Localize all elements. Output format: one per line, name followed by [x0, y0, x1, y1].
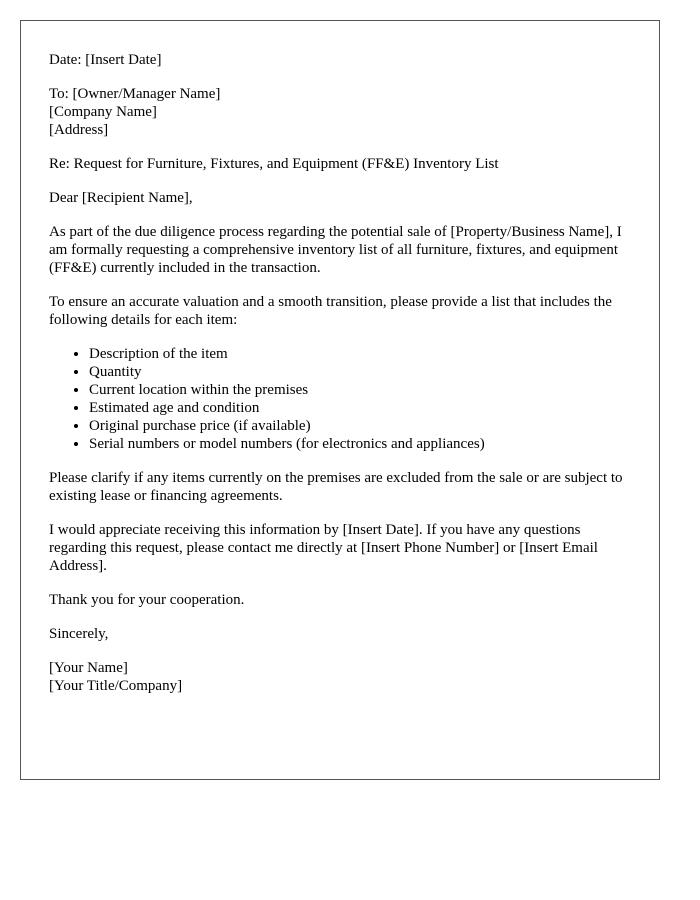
list-item: • Current location within the premises	[89, 381, 631, 399]
list-item: • Quantity	[89, 363, 631, 381]
signature-block	[49, 659, 631, 695]
intro-paragraph: As part of the due diligence process regarding the potential sale of [Property/Business Name], I am formally requesting a comprehensive inventory list of all furniture, fixtures, and equipment (FF&E) currently included in the transaction.	[49, 224, 622, 276]
list-item: • Serial numbers or model numbers (for electronics and appliances)	[89, 435, 631, 453]
details-list	[49, 345, 631, 453]
letter-page	[20, 20, 660, 780]
thanks-line: Thank you for your cooperation.	[49, 592, 245, 608]
recipient-address: [Address]	[49, 122, 109, 138]
subject-line: Re: Request for Furniture, Fixtures, and Equipment (FF&E) Inventory List	[49, 156, 499, 172]
request-paragraph: To ensure an accurate valuation and a smooth transition, please provide a list that includes the following details for each item:	[49, 294, 612, 328]
clarification-paragraph: Please clarify if any items currently on the premises are excluded from the sale or are subject to existing lease or financing agreements.	[49, 470, 623, 504]
list-item: • Original purchase price (if available)	[89, 417, 631, 435]
closing-line: Sincerely,	[49, 626, 109, 642]
salutation: Dear [Recipient Name],	[49, 190, 193, 206]
deadline-paragraph: I would appreciate receiving this information by [Insert Date]. If you have any questions regarding this request, please contact me directly at [Insert Phone Number] or [Insert Email Address].	[49, 522, 598, 574]
list-item: • Estimated age and condition	[89, 399, 631, 417]
date-line: Date: [Insert Date]	[49, 52, 162, 68]
recipient-company: [Company Name]	[49, 104, 157, 120]
signature-title: [Your Title/Company]	[49, 678, 183, 694]
signature-name: [Your Name]	[49, 660, 128, 676]
recipient-name: To: [Owner/Manager Name]	[49, 86, 221, 102]
recipient-address-block	[49, 85, 631, 139]
list-item: • Description of the item	[89, 345, 631, 363]
